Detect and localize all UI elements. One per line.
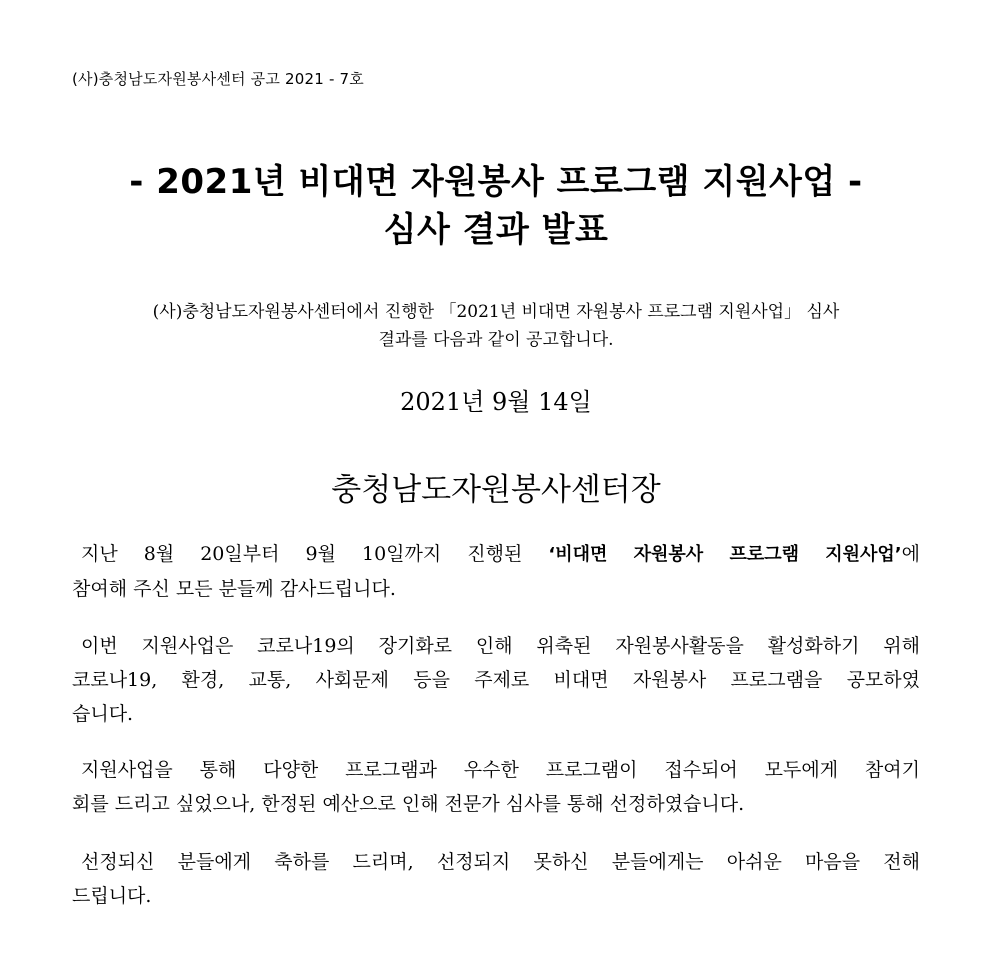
body-paragraph-closing — [72, 845, 920, 913]
page-subtitle: 심사 결과 발표 — [383, 210, 609, 250]
body-line: 코로나19, 환경, 교통, 사회문제 등을 주제로 비대면 자원봉사 프로그램을 공모하였 — [72, 669, 920, 691]
body-line: 지원사업을 통해 다양한 프로그램과 우수한 프로그램이 접수되어 모두에게 참여기 — [81, 759, 920, 781]
notice-number: (사)충청남도자원봉사센터 공고 2021 - 7호 — [72, 70, 364, 88]
page-title: - 2021년 비대면 자원봉사 프로그램 지원사업 - — [129, 162, 863, 202]
body-paragraph-selection — [72, 753, 920, 821]
intro-line-2: 결과를 다음과 같이 공고합니다. — [378, 330, 614, 350]
body-line: 참여해 주신 모든 분들께 감사드립니다. — [72, 578, 396, 600]
announcement-date: 2021년 9월 14일 — [400, 388, 592, 416]
body-line — [72, 537, 920, 572]
body-line: 선정되신 분들에게 축하를 드리며, 선정되지 못하신 분들에게는 아쉬운 마음을 전해 — [81, 851, 920, 873]
body-text: 에 — [901, 543, 921, 565]
body-paragraph-purpose — [72, 629, 920, 731]
body-paragraph-thanks — [72, 537, 920, 606]
intro-line-1: (사)충청남도자원봉사센터에서 진행한 「2021년 비대면 자원봉사 프로그램 지원사업」 심사 — [152, 302, 840, 322]
body-line: 이번 지원사업은 코로나19의 장기화로 인해 위축된 자원봉사활동을 활성화하기 위해 — [81, 635, 920, 657]
body-line: 드립니다. — [72, 885, 152, 907]
program-name-emphasis: ‘비대면 자원봉사 프로그램 지원사업’ — [548, 544, 902, 565]
body-line: 회를 드리고 싶었으나, 한정된 예산으로 인해 전문가 심사를 통해 선정하였습니다. — [72, 793, 745, 815]
body-text: 지난 8월 20일부터 9월 10일까지 진행된 — [81, 543, 549, 565]
body-line: 습니다. — [72, 703, 134, 725]
signer-title: 충청남도자원봉사센터장 — [331, 472, 661, 508]
